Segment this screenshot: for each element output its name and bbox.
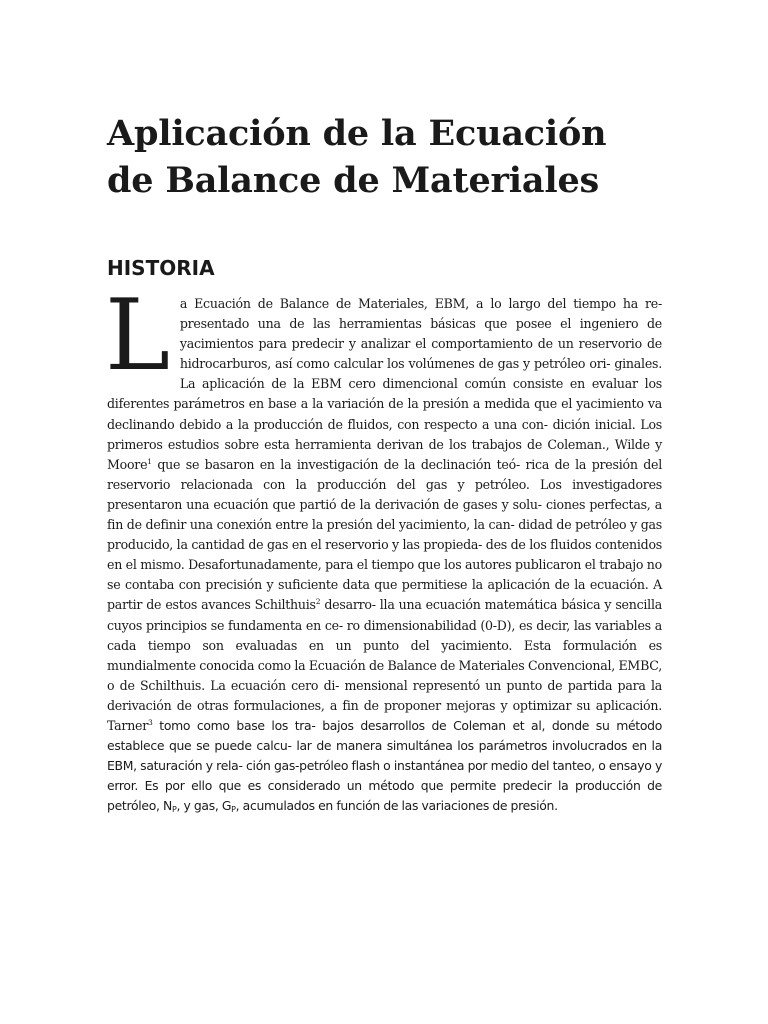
paragraph-text-5: , y gas, G xyxy=(176,798,232,814)
paragraph-text-6: , acumulados en función de las variaciones de presión. xyxy=(235,798,558,814)
paragraph-text-1: a Ecuación de Balance de Materiales, EBM, a lo largo del tiempo ha re- presentado una de las herramientas básicas que posee el ingeniero de yacimientos para predecir y analizar el comportamiento de un reservorio de hidrocarburos, así como calcular los volúmenes de gas y petróleo ori- ginales. La aplicación de la EBM cero dimencional común consiste en evaluar los diferentes parámetros en base a la variación de la presión a medida que el yacimiento va declinando debido a la producción de fluidos, con respecto a una con- dición inicial. Los primeros estudios sobre esta herramienta derivan de los trabajos de Coleman., Wilde y Moore xyxy=(107,296,662,472)
subscript-np: P xyxy=(171,805,177,815)
paragraph-text-3: desarro- lla una ecuación matemática básica y sencilla cuyos principios se fundamenta en ce- ro dimensionabilidad (0-D), es decir, las variables a cada tiempo son evaluadas en un punto del yacimiento. Esta formulación es mundialmente conocida como la Ecuación de Balance de Materiales Convencional, EMBC, o de Schilthuis. La ecuación cero di- mensional representó un punto de partida para la derivación de otras formulaciones, a fin de proponer mejoras y optimizar su aplicación. Tarner xyxy=(107,597,662,733)
body-paragraph xyxy=(105,279,662,816)
paragraph-text-4 xyxy=(107,718,662,813)
document-title: Aplicación de la Ecuación de Balance de Materiales xyxy=(107,113,607,201)
drop-cap: L xyxy=(105,279,170,393)
footnote-ref-2: 2 xyxy=(315,597,321,607)
footnote-ref-3: 3 xyxy=(148,717,153,727)
paragraph-text-4a: tomo como base los tra- bajos desarrollos de Coleman et al, donde su método establece que se puede calcu- lar de manera simultánea los parámetros involucrados en la EBM, saturación y rela- ción gas-petróleo flash o instantánea por medio del tanteo, o ensayo y error. Es por ello que es considerado un método que permite predecir la producción de petróleo, N xyxy=(107,717,662,814)
subscript-gp: P xyxy=(231,805,236,815)
section-heading: HISTORIA xyxy=(107,256,215,280)
footnote-ref-1: 1 xyxy=(147,456,152,466)
paragraph-text-2: que se basaron en la investigación de la declinación teó- rica de la presión del reservorio relacionada con la producción del gas y petróleo. Los investigadores presentaron una ecuación que partió de la derivación de gases y solu- ciones perfectas, a fin de definir una conexión entre la presión del yacimiento, la can- didad de petróleo y gas producido, la cantidad de gas en el reservorio y las propieda- des de los fluidos contenidos en el mismo. Desafortunadamente, para el tiempo que los autores publicaron el trabajo no se contaba con precisión y suficiente data que permitiese la aplicación de la ecuación. A partir de estos avances Schilthuis xyxy=(107,456,662,613)
